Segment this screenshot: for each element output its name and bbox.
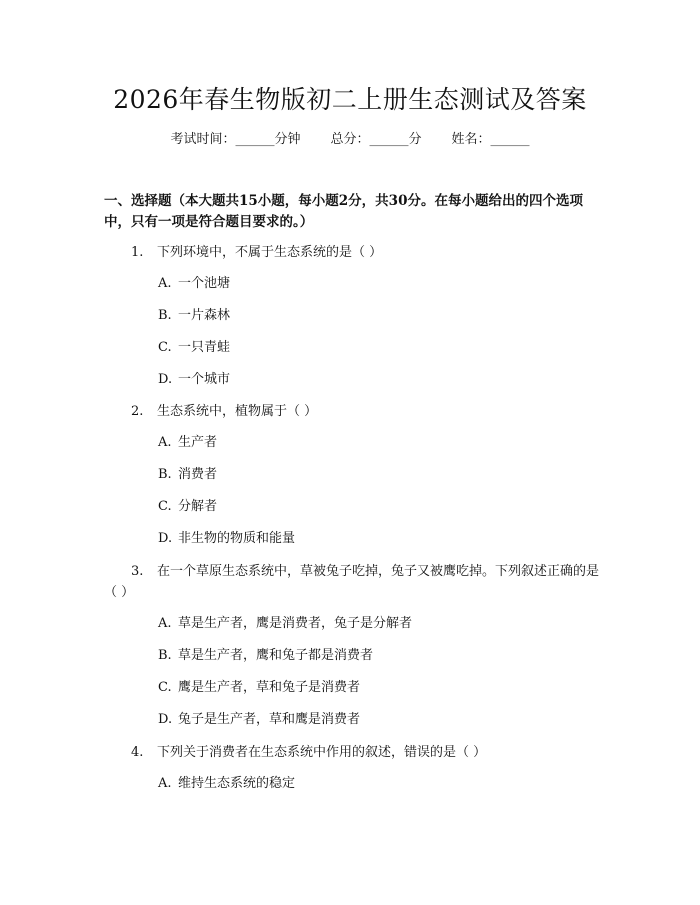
- option-text: 一个城市: [178, 372, 231, 387]
- option-text: 维持生态系统的稳定: [178, 776, 296, 791]
- option-letter: D.: [158, 531, 173, 546]
- option-letter: B.: [158, 308, 172, 323]
- question-2: [131, 401, 601, 422]
- option-2b: [158, 466, 217, 484]
- question-number: 1.: [131, 245, 144, 260]
- option-letter: A.: [158, 276, 172, 291]
- option-text: 分解者: [178, 499, 218, 514]
- option-text: 鹰是生产者，草和兔子是消费者: [178, 680, 361, 695]
- student-name-label: 姓名：______: [451, 132, 530, 147]
- option-letter: B.: [158, 467, 172, 482]
- option-letter: C.: [158, 340, 172, 355]
- option-text: 消费者: [178, 467, 218, 482]
- option-2d: [158, 530, 295, 548]
- option-letter: C.: [158, 680, 172, 695]
- option-letter: D.: [158, 712, 173, 727]
- question-text: 在一个草原生态系统中，草被兔子吃掉，兔子又被鹰吃掉。下列叙述正确的是（ ）: [104, 564, 600, 600]
- option-letter: A.: [158, 616, 172, 631]
- option-text: 一个池塘: [178, 276, 231, 291]
- question-number: 2.: [131, 404, 144, 419]
- section-heading-choice: 一、选择题（本大题共15小题，每小题2分，共30分。在每小题给出的四个选项中，只有一项是符合题目要求的。）: [104, 193, 583, 230]
- option-text: 草是生产者，鹰和兔子都是消费者: [178, 648, 374, 663]
- option-3c: [158, 679, 360, 697]
- question-text: 下列环境中，不属于生态系统的是（ ）: [157, 245, 383, 260]
- option-1c: [158, 339, 230, 357]
- option-4a: [158, 775, 295, 793]
- option-3a: [158, 615, 412, 633]
- exam-info-line: [0, 131, 700, 149]
- option-text: 兔子是生产者，草和鹰是消费者: [178, 712, 361, 727]
- question-number: 4.: [131, 745, 144, 760]
- question-3: [104, 561, 604, 603]
- option-2c: [158, 498, 217, 516]
- option-1b: [158, 307, 230, 325]
- option-letter: D.: [158, 372, 173, 387]
- question-4: [131, 742, 601, 763]
- option-text: 生产者: [178, 435, 218, 450]
- option-letter: A.: [158, 776, 172, 791]
- option-text: 草是生产者，鹰是消费者，兔子是分解者: [178, 616, 413, 631]
- question-1: [131, 242, 601, 263]
- question-number: 3.: [131, 564, 144, 579]
- option-text: 非生物的物质和能量: [178, 531, 296, 546]
- option-3b: [158, 647, 373, 665]
- total-score-label: 总分：______分: [330, 132, 422, 147]
- option-2a: [158, 434, 217, 452]
- option-letter: B.: [158, 648, 172, 663]
- option-text: 一片森林: [178, 308, 231, 323]
- option-letter: C.: [158, 499, 172, 514]
- option-3d: [158, 711, 360, 729]
- option-1a: [158, 275, 230, 293]
- option-letter: A.: [158, 435, 172, 450]
- option-1d: [158, 371, 230, 389]
- option-text: 一只青蛙: [178, 340, 231, 355]
- exam-time-label: 考试时间：______分钟: [170, 132, 301, 147]
- question-text: 生态系统中，植物属于（ ）: [157, 404, 318, 419]
- page-title: 2026年春生物版初二上册生态测试及答案: [113, 85, 587, 114]
- question-text: 下列关于消费者在生态系统中作用的叙述，错误的是（ ）: [157, 745, 487, 760]
